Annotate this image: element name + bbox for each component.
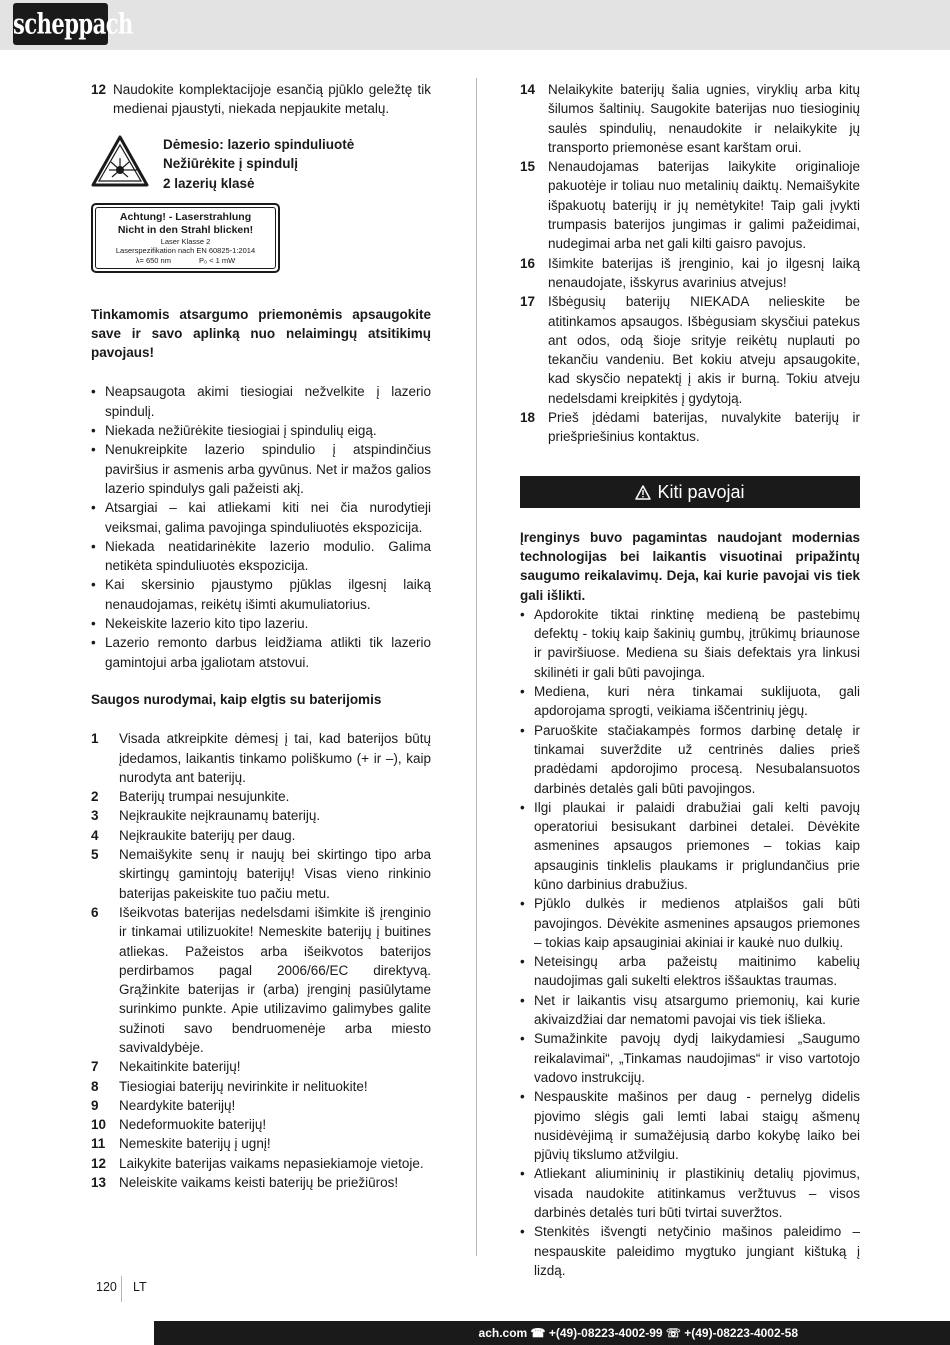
bullet-icon: •: [520, 799, 525, 815]
laser-warning-line: 2 lazerių klasė: [163, 175, 255, 191]
bullet-icon: •: [91, 384, 96, 400]
list-item: 9 Neardykite baterijų!: [91, 1097, 236, 1113]
list-item: 6 Išeikvotas baterijas nedelsdami išimkite iš įrenginio ir tinkamai utilizuokite! Nemeskite baterijų į buitines atliekas. Pažeistos arba išeikvotos baterijos perdirbamos pagal 2006/66/EC direktyvą. Grąžinkite baterijas ir (arba) įrenginį pasiūlytame surinkimo punkte. Apie utilizavimo galimybes galite sužinoti savo bendruomenėje arba miesto savivaldybėje.: [91, 904, 431, 1055]
list-item: 8 Tiesiogiai baterijų nevirinkite ir nelituokite!: [91, 1078, 368, 1094]
bullet-icon: •: [520, 1089, 525, 1105]
bullet-icon: •: [91, 500, 96, 516]
bullet-item: • Kai skersinio pjaustymo pjūklas ilgesnį laiką nenaudojamas, reikėtų išimti akumuliatorius.: [91, 575, 431, 614]
header-bar: [0, 0, 950, 50]
column-divider: [476, 78, 477, 1256]
warning-icon: [635, 485, 651, 500]
bullet-icon: •: [91, 423, 96, 439]
bullet-item: • Nekeiskite lazerio kito tipo lazeriu.: [91, 614, 431, 633]
right-column: [520, 80, 860, 1280]
list-item: 10 Nedeformuokite baterijų!: [91, 1117, 267, 1133]
list-item: 13 Neleiskite vaikams keisti baterijų be priežiūros!: [91, 1175, 399, 1191]
list-item: 7 Nekaitinkite baterijų!: [91, 1059, 241, 1075]
bullet-item: • Sumažinkite pavojų dydį laikydamiesi „Saugumo reikalavimai“, „Tinkamas naudojimas“ ir viso vartotojo vadovo instrukcijų.: [520, 1029, 860, 1087]
footer-bar: [0, 1321, 950, 1345]
brand-logo: scheppach: [13, 3, 108, 45]
list-item: 14 Nelaikykite baterijų šalia ugnies, viryklių arba kitų šilumos šaltinių. Saugokite baterijas nuo tiesioginių saulės spindulių, nenaudokite ir nelaikykite jų transporto priemonėse esant karštam orui.: [520, 82, 860, 155]
bullet-icon: •: [520, 1224, 525, 1240]
list-item: 15 Nenaudojamas baterijas laikykite originalioje pakuotėje ir toliau nuo metalinių daiktų. Nemaišykite išpakuotų baterijų ir jų nemėtykite! Taip gali įvykti trumpasis baterijos jungimas ir galimi pažeidimai, nudegimai arba net gali kilti gaisro pavojus.: [520, 159, 860, 252]
list-item: 12 Naudokite komplektacijoje esančią pjūklo geležtę tik medienai pjaustyti, niekada nepjaukite metalų.: [91, 82, 431, 117]
bullet-icon: •: [520, 1166, 525, 1182]
bullet-item: • Atliekant aliumininių ir plastikinių detalių pjovimus, visada naudokite atitinkamus veržtuvus – visos darbinės detalės turi būti tvirtai suveržtos.: [520, 1164, 860, 1222]
bullet-item: • Nenukreipkite lazerio spindulio į atspindinčius paviršius ir asmenis arba gyvūnus. Net ir mažos galios lazerio spindulys gali pažeisti akį.: [91, 440, 431, 498]
laser-warning-line: Nežiūrėkite į spindulį: [163, 156, 299, 172]
bullet-item: • Mediena, kuri nėra tinkamai suklijuota, gali apdorojama sprogti, veikiama iščentrinių jėgų.: [520, 682, 860, 721]
laser-warning: [91, 135, 431, 197]
language-code: LT: [133, 1280, 147, 1294]
bullet-icon: •: [520, 1031, 525, 1047]
footer-divider: [121, 1276, 122, 1302]
list-item: 12 Laikykite baterijas vaikams nepasiekiamoje vietoje.: [91, 1155, 424, 1171]
bullet-item: • Atsargiai – kai atliekami kiti nei čia nurodytieji veiksmai, galima pavojinga spinduliuotės ekspozicija.: [91, 498, 431, 537]
bullet-icon: •: [520, 954, 525, 970]
bullet-item: • Lazerio remonto darbus leidžiama atlikti tik lazerio gamintojui arba įgaliotam atstovui.: [91, 633, 431, 672]
bullet-icon: •: [520, 606, 525, 622]
laser-hazard-icon: [91, 135, 149, 187]
bullet-item: • Apdorokite tiktai rinktinę medieną be pastebimų defektų - tokių kaip šakinių gumbų, įtrūkimų briaunose ir paviršiuose. Mediena su šiais defektais yra linkusi skilinėti ir gali būti pavojinga.: [520, 605, 860, 682]
list-item: 3 Neįkraukite neįkraunamų baterijų.: [91, 808, 321, 824]
page-number: 120: [96, 1280, 117, 1294]
list-item: 5 Nemaišykite senų ir naujų bei skirtingo tipo arba skirtingų gamintojų baterijų! Visas vieno rinkinio baterijas pakeiskite tuo pačiu metu.: [91, 847, 431, 901]
bullet-icon: •: [520, 992, 525, 1008]
bullet-item: • Pjūklo dulkės ir medienos atplaišos gali būti pavojingos. Dėvėkite asmenines apsaugos priemones – tokias kaip apsauginiai akiniai ir kaukė nuo dulkių.: [520, 894, 860, 952]
bullet-item: • Stenkitės išvengti netyčinio mašinos paleidimo – nespauskite paleidimo mygtuko jungiant kištuką į lizdą.: [520, 1222, 860, 1280]
bullet-item: • Niekada nežiūrėkite tiesiogiai į spindulių eigą.: [91, 421, 431, 440]
bullet-icon: •: [91, 635, 96, 651]
list-item: 16 Išimkite baterijas iš įrenginio, kai jo ilgesnį laiką nenaudojate, išskyrus avarinius atvejus!: [520, 255, 860, 290]
bullet-icon: •: [520, 896, 525, 912]
list-item: 18 Prieš įdėdami baterijas, nuvalykite baterijų ir priešpriešinius kontaktus.: [520, 410, 860, 445]
section-heading: Tinkamomis atsargumo priemonėmis apsaugokite save ir savo aplinką nuo nelaimingų atsitikimų pavojaus!: [91, 306, 431, 361]
list-item: 1 Visada atkreipkite dėmesį į tai, kad baterijos būtų įdedamos, laikantis tinkamo poliškumo (+ ir –), kaip nurodyta ant baterijų.: [91, 731, 431, 785]
list-item: 17 Išbėgusių baterijų NIEKADA nelieskite be atitinkamos apsaugos. Išbėgusiam skysčiui patekus ant odos, odą šioje srityje reikėtų nuplauti po tekančiu vandeniu. Bet kokiu atveju apsaugokite, kad skysčio nepatektį į akis ir burną. Tokiu atveju nedelsdami kreipkitės į gydytoją.: [520, 294, 860, 406]
bullet-icon: •: [520, 684, 525, 700]
bullet-item: • Nespauskite mašinos per daug - pernelyg didelis pjovimo slėgis gali lemti labai staigų ašmenų nusidėvėjimą ir sumažėjusią darbo kokybę laiko bei pjūvių tikslumo atžvilgiu.: [520, 1087, 860, 1164]
bullet-item: • Paruoškite stačiakampės formos darbinę detalę ir tinkamai suverždite už centrinės dalies prieš pradėdami apdorojimo procesą. Nesubalansuotos darbinės detalės gali būti pavojingos.: [520, 721, 860, 798]
bullet-icon: •: [91, 577, 96, 593]
bullet-icon: •: [520, 722, 525, 738]
bullet-icon: •: [91, 616, 96, 632]
laser-class-label: Achtung! - Laserstrahlung Nicht in den Strahl blicken! Laser Klasse 2 Laserspezifikation nach EN 60825-1:2014 λ= 650 nm P₀ < 1 mW: [91, 203, 280, 273]
bullet-icon: •: [91, 442, 96, 458]
section-heading: Įrenginys buvo pagamintas naudojant modernias technologijas bei laikantis visuotinai pripažintų saugumo reikalavimų. Deja, kai kurie pavojai vis tiek gali išlikti.: [520, 529, 860, 603]
section-heading: Saugos nurodymai, kaip elgtis su baterijomis: [91, 691, 382, 707]
section-banner: Kiti pavojai: [520, 476, 860, 508]
left-column: [91, 80, 431, 1192]
list-item: 4 Neįkraukite baterijų per daug.: [91, 827, 296, 843]
list-item: 11 Nemeskite baterijų į ugnį!: [91, 1136, 271, 1152]
bullet-icon: •: [91, 538, 96, 554]
laser-warning-line: Dėmesio: lazerio spinduliuotė: [163, 136, 355, 152]
bullet-item: • Net ir laikantis visų atsargumo priemonių, kai kurie akivaizdžiai dar nematomi pavojai vis tiek išlieka.: [520, 991, 860, 1030]
bullet-item: • Neteisingų arba pažeistų maitinimo kabelių naudojimas gali sukelti elektros iššauktas traumas.: [520, 952, 860, 991]
bullet-item: • Ilgi plaukai ir palaidi drabužiai gali kelti pavojų operatoriui besisukant darbinei detalei. Dėvėkite asmenines apsaugos priemones – tokias kaip apsauginis tinklelis plaukams ir priglundančius prie kūno darbinius drabužius.: [520, 798, 860, 894]
contact-info: ach.com ☎ +(49)-08223-4002-99 ☏ +(49)-08223-4002-58: [478, 1326, 798, 1340]
list-item: 2 Baterijų trumpai nesujunkite.: [91, 789, 290, 805]
bullet-item: • Neapsaugota akimi tiesiogiai nežvelkite į lazerio spindulį.: [91, 382, 431, 421]
bullet-item: • Niekada neatidarinėkite lazerio modulio. Galima netikėta spinduliuotės ekspozicija.: [91, 537, 431, 576]
